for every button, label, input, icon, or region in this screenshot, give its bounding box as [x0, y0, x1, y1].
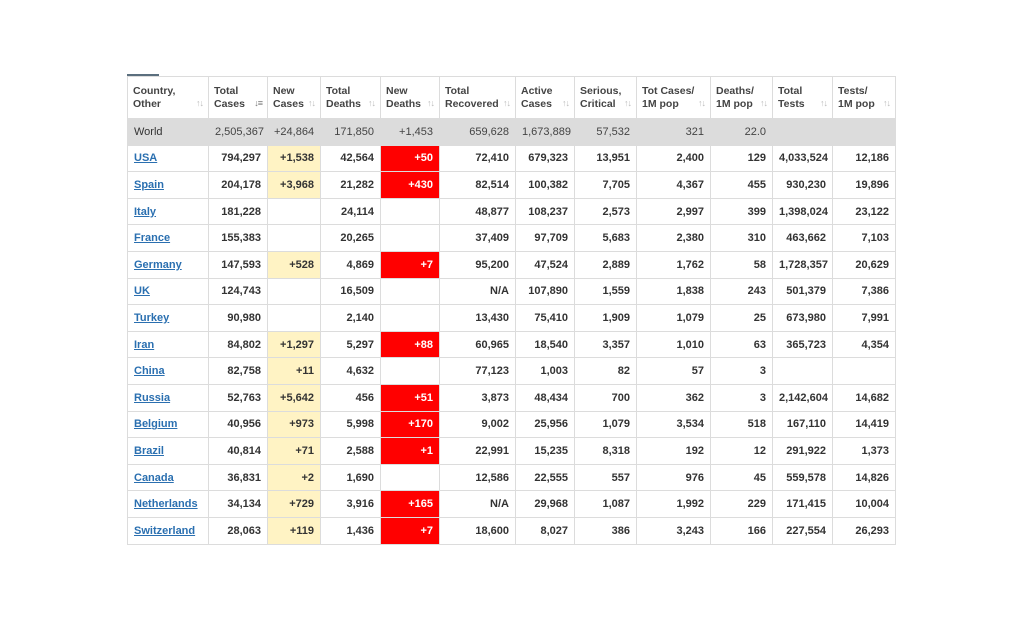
country-link[interactable]: Belgium [134, 418, 178, 431]
cell-cases-per-1m: 4,367 [637, 172, 711, 199]
cell-active-cases: 100,382 [516, 172, 575, 199]
cell-country [128, 331, 209, 358]
cell-total-tests: 559,578 [773, 464, 833, 491]
cell-deaths-per-1m: 25 [711, 305, 773, 332]
cell-new-deaths: +50 [381, 145, 440, 172]
cell-cases-per-1m: 2,400 [637, 145, 711, 172]
header-line1: New [273, 84, 295, 97]
cell-cases-per-1m: 1,010 [637, 331, 711, 358]
cell-total-tests: 673,980 [773, 305, 833, 332]
cell-total-tests: 4,033,524 [773, 145, 833, 172]
cell-country [128, 491, 209, 518]
cell-country [128, 358, 209, 385]
cell-total-deaths: 1,436 [321, 517, 381, 544]
cell-country [128, 411, 209, 438]
cell-total-recovered: 82,514 [440, 172, 516, 199]
header-line2: Recovered [445, 97, 499, 110]
cell-tests-per-1m: 4,354 [833, 331, 896, 358]
cell-country [128, 438, 209, 465]
cell-new-cases: +1,538 [268, 145, 321, 172]
sort-arrows-icon[interactable]: ↑↓ [698, 98, 705, 108]
cell-total-cases: 28,063 [209, 517, 268, 544]
cell-cases-per-1m: 321 [637, 119, 711, 146]
header-line1: Total [326, 84, 351, 97]
sort-arrows-icon[interactable]: ↑↓ [562, 98, 569, 108]
cell-new-deaths [381, 358, 440, 385]
cell-tests-per-1m [833, 358, 896, 385]
cell-serious-critical: 557 [575, 464, 637, 491]
cell-total-recovered: 12,586 [440, 464, 516, 491]
cell-country [128, 172, 209, 199]
covid-stats-table [127, 76, 896, 545]
cell-total-cases: 181,228 [209, 198, 268, 225]
cell-tests-per-1m [833, 119, 896, 146]
cell-tests-per-1m: 14,826 [833, 464, 896, 491]
cell-tests-per-1m: 20,629 [833, 251, 896, 278]
cell-cases-per-1m: 3,243 [637, 517, 711, 544]
cell-country [128, 225, 209, 252]
cell-new-cases: +119 [268, 517, 321, 544]
cell-total-deaths: 5,998 [321, 411, 381, 438]
country-link[interactable]: USA [134, 152, 158, 165]
cell-serious-critical: 386 [575, 517, 637, 544]
sort-arrows-icon[interactable]: ↑↓ [760, 98, 767, 108]
cell-active-cases: 679,323 [516, 145, 575, 172]
cell-total-tests: 1,398,024 [773, 198, 833, 225]
country-link[interactable]: Netherlands [134, 498, 198, 511]
cell-tests-per-1m: 26,293 [833, 517, 896, 544]
cell-deaths-per-1m: 399 [711, 198, 773, 225]
header-line2: Tests [778, 97, 805, 110]
cell-new-cases [268, 278, 321, 305]
sort-arrows-icon[interactable]: ↑↓ [427, 98, 434, 108]
sort-arrows-icon[interactable]: ↑↓ [624, 98, 631, 108]
cell-serious-critical: 7,705 [575, 172, 637, 199]
header-line1: Total [214, 84, 239, 97]
header-line1: Serious, [580, 84, 622, 97]
cell-serious-critical: 1,079 [575, 411, 637, 438]
cell-cases-per-1m: 1,992 [637, 491, 711, 518]
cell-total-recovered: 48,877 [440, 198, 516, 225]
cell-new-deaths: +430 [381, 172, 440, 199]
header-line2: Deaths [326, 97, 362, 110]
cell-total-deaths: 4,869 [321, 251, 381, 278]
cell-total-cases: 84,802 [209, 331, 268, 358]
header-line1: Tests/ [838, 84, 868, 97]
cell-deaths-per-1m: 63 [711, 331, 773, 358]
table-row [128, 517, 896, 544]
cell-active-cases: 97,709 [516, 225, 575, 252]
sort-descending-icon[interactable]: ↓≡ [254, 98, 262, 108]
cell-serious-critical: 5,683 [575, 225, 637, 252]
cell-total-deaths: 16,509 [321, 278, 381, 305]
cell-new-deaths [381, 225, 440, 252]
cell-new-cases: +71 [268, 438, 321, 465]
cell-serious-critical: 2,889 [575, 251, 637, 278]
cell-total-recovered: 77,123 [440, 358, 516, 385]
cell-active-cases: 48,434 [516, 384, 575, 411]
cell-tests-per-1m: 10,004 [833, 491, 896, 518]
cell-new-cases [268, 198, 321, 225]
country-link[interactable]: Germany [134, 258, 182, 271]
cell-total-recovered: N/A [440, 491, 516, 518]
cell-active-cases: 47,524 [516, 251, 575, 278]
column-header-total-tests[interactable] [773, 77, 833, 119]
cell-new-cases: +729 [268, 491, 321, 518]
cell-cases-per-1m: 57 [637, 358, 711, 385]
cell-new-cases: +2 [268, 464, 321, 491]
cell-new-deaths: +88 [381, 331, 440, 358]
cell-country [128, 384, 209, 411]
cell-new-deaths: +165 [381, 491, 440, 518]
cell-active-cases: 1,003 [516, 358, 575, 385]
header-line2: 1M pop [642, 97, 679, 110]
cell-total-deaths: 42,564 [321, 145, 381, 172]
cell-total-cases: 204,178 [209, 172, 268, 199]
table-row [128, 198, 896, 225]
cell-new-cases [268, 305, 321, 332]
country-link[interactable]: UK [134, 285, 150, 298]
cell-total-tests: 2,142,604 [773, 384, 833, 411]
cell-serious-critical: 13,951 [575, 145, 637, 172]
column-header-active-cases[interactable] [516, 77, 575, 119]
cell-total-cases: 147,593 [209, 251, 268, 278]
header-line1: Deaths/ [716, 84, 754, 97]
cell-serious-critical: 2,573 [575, 198, 637, 225]
cell-cases-per-1m: 976 [637, 464, 711, 491]
cell-tests-per-1m: 7,103 [833, 225, 896, 252]
cell-cases-per-1m: 2,380 [637, 225, 711, 252]
cell-total-recovered: 659,628 [440, 119, 516, 146]
cell-serious-critical: 1,559 [575, 278, 637, 305]
table-header-row [128, 77, 896, 119]
cell-total-deaths: 2,588 [321, 438, 381, 465]
cell-new-cases: +973 [268, 411, 321, 438]
header-line2: Other [133, 97, 162, 110]
cell-total-tests: 365,723 [773, 331, 833, 358]
header-line2: Cases [214, 97, 245, 110]
covid-table-container [127, 76, 895, 545]
cell-new-deaths [381, 305, 440, 332]
header-line1: Active [521, 84, 553, 97]
cell-total-tests: 1,728,357 [773, 251, 833, 278]
cell-new-deaths [381, 464, 440, 491]
table-body [128, 119, 896, 545]
cell-tests-per-1m: 7,991 [833, 305, 896, 332]
column-header-country[interactable] [128, 77, 209, 119]
cell-country [128, 517, 209, 544]
cell-serious-critical: 700 [575, 384, 637, 411]
country-link[interactable]: Brazil [134, 444, 164, 457]
header-line2: 1M pop [716, 97, 753, 110]
country-link[interactable]: Spain [134, 178, 164, 191]
header-line2: Critical [580, 97, 616, 110]
cell-tests-per-1m: 14,419 [833, 411, 896, 438]
country-link[interactable]: France [134, 232, 171, 245]
cell-cases-per-1m: 1,838 [637, 278, 711, 305]
cell-tests-per-1m: 7,386 [833, 278, 896, 305]
cell-serious-critical: 8,318 [575, 438, 637, 465]
column-header-cases-per-1m[interactable] [637, 77, 711, 119]
cell-country [128, 278, 209, 305]
column-header-total-cases[interactable] [209, 77, 268, 119]
column-header-deaths-per-1m[interactable] [711, 77, 773, 119]
cell-total-recovered: 3,873 [440, 384, 516, 411]
cell-active-cases: 18,540 [516, 331, 575, 358]
cell-total-cases: 40,956 [209, 411, 268, 438]
cell-total-recovered: 13,430 [440, 305, 516, 332]
cell-total-deaths: 5,297 [321, 331, 381, 358]
table-row [128, 358, 896, 385]
table-row [128, 251, 896, 278]
column-header-serious-critical[interactable] [575, 77, 637, 119]
cell-active-cases: 75,410 [516, 305, 575, 332]
cell-country [128, 198, 209, 225]
header-line1: Total [445, 84, 470, 97]
country-link[interactable]: Turkey [134, 311, 170, 324]
cell-active-cases: 25,956 [516, 411, 575, 438]
cell-total-cases: 124,743 [209, 278, 268, 305]
cell-new-cases [268, 225, 321, 252]
cell-total-deaths: 3,916 [321, 491, 381, 518]
header-line1: Tot Cases/ [642, 84, 695, 97]
country-link[interactable]: Switzerland [134, 524, 196, 537]
cell-deaths-per-1m: 3 [711, 358, 773, 385]
cell-total-deaths: 21,282 [321, 172, 381, 199]
cell-deaths-per-1m: 45 [711, 464, 773, 491]
cell-total-cases: 82,758 [209, 358, 268, 385]
cell-deaths-per-1m: 22.0 [711, 119, 773, 146]
sort-arrows-icon[interactable]: ↑↓ [503, 98, 510, 108]
cell-total-recovered: 22,991 [440, 438, 516, 465]
header-line2: Cases [521, 97, 552, 110]
cell-total-cases: 794,297 [209, 145, 268, 172]
table-row [128, 172, 896, 199]
cell-total-deaths: 171,850 [321, 119, 381, 146]
cell-total-recovered: 72,410 [440, 145, 516, 172]
column-header-total-deaths[interactable] [321, 77, 381, 119]
cell-total-tests: 463,662 [773, 225, 833, 252]
cell-deaths-per-1m: 3 [711, 384, 773, 411]
column-header-total-recovered[interactable] [440, 77, 516, 119]
cell-new-deaths: +1 [381, 438, 440, 465]
cell-cases-per-1m: 2,997 [637, 198, 711, 225]
sort-arrows-icon[interactable]: ↑↓ [196, 98, 203, 108]
cell-country [128, 145, 209, 172]
cell-active-cases: 108,237 [516, 198, 575, 225]
cell-deaths-per-1m: 129 [711, 145, 773, 172]
cell-new-deaths: +51 [381, 384, 440, 411]
sort-arrows-icon[interactable]: ↑↓ [820, 98, 827, 108]
table-row [128, 464, 896, 491]
header-line2: Cases [273, 97, 304, 110]
cell-total-deaths: 456 [321, 384, 381, 411]
cell-tests-per-1m: 14,682 [833, 384, 896, 411]
country-link[interactable]: China [134, 365, 165, 378]
cell-new-cases: +528 [268, 251, 321, 278]
cell-total-recovered: 60,965 [440, 331, 516, 358]
cell-tests-per-1m: 19,896 [833, 172, 896, 199]
cell-new-deaths [381, 198, 440, 225]
cell-tests-per-1m: 1,373 [833, 438, 896, 465]
country-link[interactable]: Italy [134, 205, 157, 218]
cell-deaths-per-1m: 12 [711, 438, 773, 465]
cell-country [128, 305, 209, 332]
cell-total-recovered: 95,200 [440, 251, 516, 278]
table-row [128, 225, 896, 252]
cell-new-cases: +5,642 [268, 384, 321, 411]
cell-total-tests: 227,554 [773, 517, 833, 544]
header-line1: Country, [133, 84, 176, 97]
column-header-new-deaths[interactable] [381, 77, 440, 119]
header-line1: New [386, 84, 408, 97]
cell-deaths-per-1m: 58 [711, 251, 773, 278]
country-link[interactable]: Russia [134, 391, 171, 404]
cell-total-cases: 40,814 [209, 438, 268, 465]
cell-total-deaths: 20,265 [321, 225, 381, 252]
cell-active-cases: 22,555 [516, 464, 575, 491]
cell-tests-per-1m: 23,122 [833, 198, 896, 225]
cell-new-deaths: +7 [381, 517, 440, 544]
sort-arrows-icon[interactable]: ↑↓ [368, 98, 375, 108]
header-line1: Total [778, 84, 803, 97]
cell-total-cases: 155,383 [209, 225, 268, 252]
table-row [128, 438, 896, 465]
table-row [128, 331, 896, 358]
cell-deaths-per-1m: 243 [711, 278, 773, 305]
cell-active-cases: 107,890 [516, 278, 575, 305]
table-row [128, 384, 896, 411]
column-header-new-cases[interactable] [268, 77, 321, 119]
cell-active-cases: 29,968 [516, 491, 575, 518]
table-row [128, 491, 896, 518]
cell-new-deaths [381, 278, 440, 305]
cell-total-cases: 2,505,367 [209, 119, 268, 146]
cell-country: World [128, 119, 209, 146]
cell-serious-critical: 1,087 [575, 491, 637, 518]
cell-total-tests: 501,379 [773, 278, 833, 305]
cell-new-cases: +24,864 [268, 119, 321, 146]
cell-total-tests [773, 358, 833, 385]
cell-deaths-per-1m: 229 [711, 491, 773, 518]
cell-total-recovered: 9,002 [440, 411, 516, 438]
cell-total-cases: 52,763 [209, 384, 268, 411]
cell-serious-critical: 1,909 [575, 305, 637, 332]
cell-tests-per-1m: 12,186 [833, 145, 896, 172]
cell-deaths-per-1m: 518 [711, 411, 773, 438]
cell-active-cases: 1,673,889 [516, 119, 575, 146]
country-link[interactable]: Canada [134, 471, 174, 484]
cell-active-cases: 8,027 [516, 517, 575, 544]
sort-arrows-icon[interactable]: ↑↓ [308, 98, 315, 108]
cell-active-cases: 15,235 [516, 438, 575, 465]
cell-deaths-per-1m: 166 [711, 517, 773, 544]
cell-total-recovered: 37,409 [440, 225, 516, 252]
world-total-row [128, 119, 896, 146]
cell-total-tests: 171,415 [773, 491, 833, 518]
table-row [128, 305, 896, 332]
cell-new-deaths: +7 [381, 251, 440, 278]
header-line2: 1M pop [838, 97, 875, 110]
cell-total-recovered: N/A [440, 278, 516, 305]
table-row [128, 411, 896, 438]
cell-serious-critical: 82 [575, 358, 637, 385]
cell-total-cases: 34,134 [209, 491, 268, 518]
cell-country [128, 251, 209, 278]
cell-total-tests [773, 119, 833, 146]
cell-cases-per-1m: 192 [637, 438, 711, 465]
cell-total-recovered: 18,600 [440, 517, 516, 544]
cell-serious-critical: 3,357 [575, 331, 637, 358]
cell-total-tests: 291,922 [773, 438, 833, 465]
cell-total-deaths: 4,632 [321, 358, 381, 385]
sort-arrows-icon[interactable]: ↑↓ [883, 98, 890, 108]
cell-cases-per-1m: 1,762 [637, 251, 711, 278]
cell-total-cases: 90,980 [209, 305, 268, 332]
cell-new-deaths: +1,453 [381, 119, 440, 146]
country-link[interactable]: Iran [134, 338, 155, 351]
cell-cases-per-1m: 362 [637, 384, 711, 411]
table-row [128, 145, 896, 172]
cell-country [128, 464, 209, 491]
header-line2: Deaths [386, 97, 422, 110]
cell-new-cases: +1,297 [268, 331, 321, 358]
cell-total-deaths: 24,114 [321, 198, 381, 225]
cell-new-cases: +3,968 [268, 172, 321, 199]
cell-total-deaths: 1,690 [321, 464, 381, 491]
column-header-tests-per-1m[interactable] [833, 77, 896, 119]
cell-serious-critical: 57,532 [575, 119, 637, 146]
cell-cases-per-1m: 1,079 [637, 305, 711, 332]
cell-new-cases: +11 [268, 358, 321, 385]
cell-deaths-per-1m: 455 [711, 172, 773, 199]
cell-total-tests: 167,110 [773, 411, 833, 438]
table-row [128, 278, 896, 305]
cell-cases-per-1m: 3,534 [637, 411, 711, 438]
cell-total-deaths: 2,140 [321, 305, 381, 332]
cell-deaths-per-1m: 310 [711, 225, 773, 252]
cell-total-cases: 36,831 [209, 464, 268, 491]
cell-new-deaths: +170 [381, 411, 440, 438]
cell-total-tests: 930,230 [773, 172, 833, 199]
